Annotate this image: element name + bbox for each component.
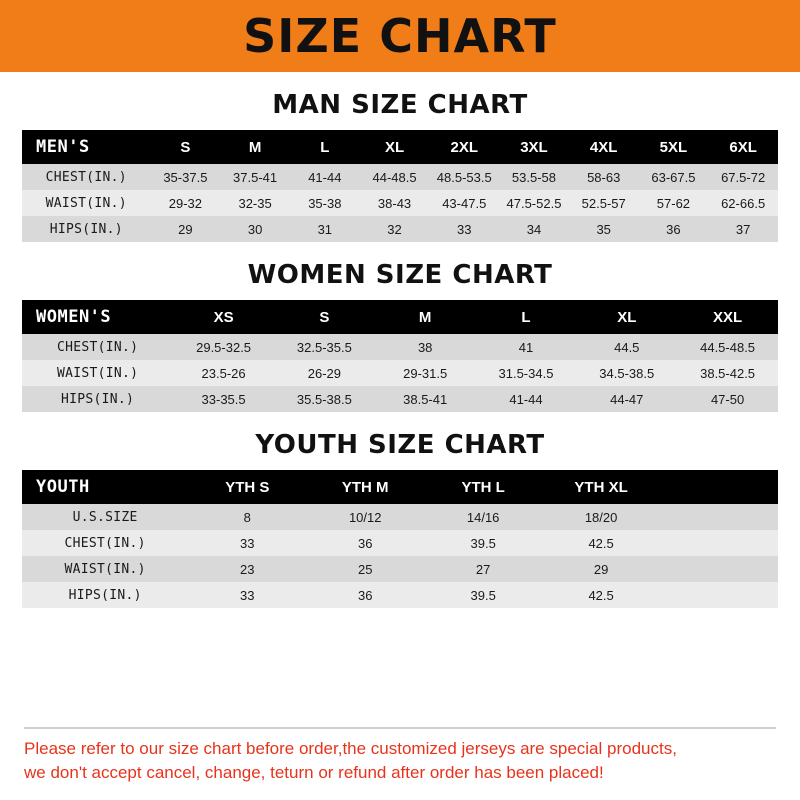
cell: 34.5-38.5 <box>576 360 677 386</box>
note-line-1: Please refer to our size chart before order,the customized jerseys are special products, <box>24 738 677 758</box>
section-title-youth: YOUTH SIZE CHART <box>255 430 545 460</box>
cell: 43-47.5 <box>429 190 499 216</box>
women-row-label-waist: WAIST(IN.) <box>22 360 173 386</box>
women-col-xl: XL <box>576 300 677 334</box>
cell: 38.5-41 <box>375 386 476 412</box>
youth-col-l: YTH L <box>424 470 542 504</box>
cell: 67.5-72 <box>708 164 778 190</box>
cell: 38 <box>375 334 476 360</box>
cell: 27 <box>424 556 542 582</box>
cell: 33-35.5 <box>173 386 274 412</box>
women-size-table <box>22 300 778 412</box>
cell: 14/16 <box>424 504 542 530</box>
cell: 30 <box>220 216 290 242</box>
cell: 36 <box>306 530 424 556</box>
cell: 33 <box>188 582 306 608</box>
table-row <box>22 164 778 190</box>
men-row-label-hips: HIPS(IN.) <box>22 216 151 242</box>
cell: 39.5 <box>424 582 542 608</box>
table-header-row <box>22 470 778 504</box>
cell: 44-47 <box>576 386 677 412</box>
cell: 44.5-48.5 <box>677 334 778 360</box>
cell: 35 <box>569 216 639 242</box>
footer-note <box>0 717 800 800</box>
cell: 29 <box>151 216 221 242</box>
cell: 53.5-58 <box>499 164 569 190</box>
cell <box>660 504 778 530</box>
cell: 25 <box>306 556 424 582</box>
table-row <box>22 504 778 530</box>
women-col-xs: XS <box>173 300 274 334</box>
men-size-table <box>22 130 778 242</box>
youth-row-label-hips: HIPS(IN.) <box>22 582 188 608</box>
cell: 8 <box>188 504 306 530</box>
youth-header-label: YOUTH <box>22 470 188 504</box>
section-men <box>0 90 800 242</box>
cell: 33 <box>429 216 499 242</box>
women-col-m: M <box>375 300 476 334</box>
cell: 23 <box>188 556 306 582</box>
cell <box>660 530 778 556</box>
youth-col-blank <box>660 470 778 504</box>
women-row-label-hips: HIPS(IN.) <box>22 386 173 412</box>
cell: 29.5-32.5 <box>173 334 274 360</box>
cell: 42.5 <box>542 582 660 608</box>
men-col-6xl: 6XL <box>708 130 778 164</box>
women-row-label-chest: CHEST(IN.) <box>22 334 173 360</box>
table-header-row <box>22 300 778 334</box>
cell: 38-43 <box>360 190 430 216</box>
cell: 63-67.5 <box>639 164 709 190</box>
youth-col-m: YTH M <box>306 470 424 504</box>
men-col-3xl: 3XL <box>499 130 569 164</box>
men-col-m: M <box>220 130 290 164</box>
cell: 29 <box>542 556 660 582</box>
cell: 37 <box>708 216 778 242</box>
youth-row-label-chest: CHEST(IN.) <box>22 530 188 556</box>
section-women <box>0 260 800 412</box>
table-row <box>22 582 778 608</box>
cell: 31.5-34.5 <box>476 360 577 386</box>
cell: 36 <box>639 216 709 242</box>
women-col-l: L <box>476 300 577 334</box>
cell: 35-37.5 <box>151 164 221 190</box>
men-row-label-waist: WAIST(IN.) <box>22 190 151 216</box>
men-col-s: S <box>151 130 221 164</box>
page-title: SIZE CHART <box>243 9 557 63</box>
table-row <box>22 530 778 556</box>
cell: 35.5-38.5 <box>274 386 375 412</box>
cell: 18/20 <box>542 504 660 530</box>
cell: 10/12 <box>306 504 424 530</box>
cell <box>660 556 778 582</box>
youth-row-label-waist: WAIST(IN.) <box>22 556 188 582</box>
women-header-label: WOMEN'S <box>22 300 173 334</box>
table-row <box>22 334 778 360</box>
table-row <box>22 556 778 582</box>
cell: 29-32 <box>151 190 221 216</box>
cell: 31 <box>290 216 360 242</box>
cell: 44-48.5 <box>360 164 430 190</box>
youth-row-label-ussize: U.S.SIZE <box>22 504 188 530</box>
section-title-men: MAN SIZE CHART <box>272 90 528 120</box>
cell <box>660 582 778 608</box>
cell: 38.5-42.5 <box>677 360 778 386</box>
men-col-xl: XL <box>360 130 430 164</box>
cell: 41-44 <box>476 386 577 412</box>
table-row <box>22 360 778 386</box>
cell: 41 <box>476 334 577 360</box>
cell: 32 <box>360 216 430 242</box>
youth-col-s: YTH S <box>188 470 306 504</box>
table-header-row <box>22 130 778 164</box>
cell: 42.5 <box>542 530 660 556</box>
cell: 34 <box>499 216 569 242</box>
cell: 47-50 <box>677 386 778 412</box>
table-row <box>22 190 778 216</box>
youth-col-xl: YTH XL <box>542 470 660 504</box>
note-divider <box>24 727 776 729</box>
cell: 32.5-35.5 <box>274 334 375 360</box>
cell: 41-44 <box>290 164 360 190</box>
header-banner <box>0 0 800 72</box>
table-row <box>22 216 778 242</box>
cell: 33 <box>188 530 306 556</box>
cell: 39.5 <box>424 530 542 556</box>
men-col-4xl: 4XL <box>569 130 639 164</box>
cell: 58-63 <box>569 164 639 190</box>
cell: 37.5-41 <box>220 164 290 190</box>
cell: 57-62 <box>639 190 709 216</box>
cell: 52.5-57 <box>569 190 639 216</box>
cell: 47.5-52.5 <box>499 190 569 216</box>
women-col-xxl: XXL <box>677 300 778 334</box>
cell: 23.5-26 <box>173 360 274 386</box>
cell: 35-38 <box>290 190 360 216</box>
cell: 32-35 <box>220 190 290 216</box>
cell: 48.5-53.5 <box>429 164 499 190</box>
cell: 62-66.5 <box>708 190 778 216</box>
men-row-label-chest: CHEST(IN.) <box>22 164 151 190</box>
cell: 36 <box>306 582 424 608</box>
cell: 44.5 <box>576 334 677 360</box>
women-col-s: S <box>274 300 375 334</box>
section-youth <box>0 430 800 608</box>
section-title-women: WOMEN SIZE CHART <box>247 260 553 290</box>
men-col-5xl: 5XL <box>639 130 709 164</box>
note-line-2: we don't accept cancel, change, teturn or refund after order has been placed! <box>24 763 604 783</box>
men-col-2xl: 2XL <box>429 130 499 164</box>
men-col-l: L <box>290 130 360 164</box>
cell: 29-31.5 <box>375 360 476 386</box>
table-row <box>22 386 778 412</box>
men-header-label: MEN'S <box>22 130 151 164</box>
youth-size-table <box>22 470 778 608</box>
cell: 26-29 <box>274 360 375 386</box>
